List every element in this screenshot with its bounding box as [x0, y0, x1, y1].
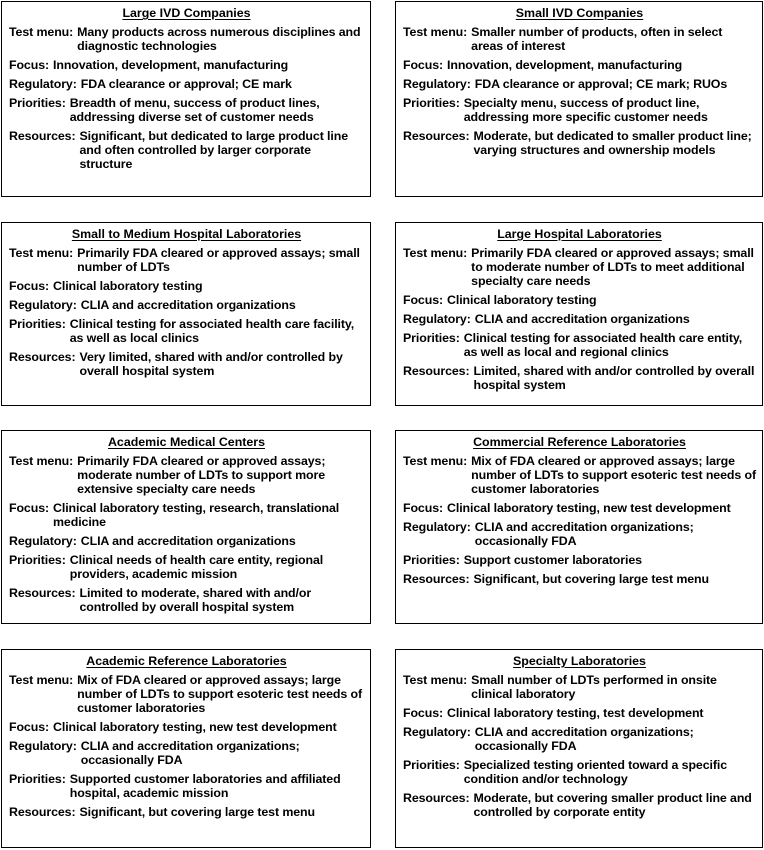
row-focus: Focus: Clinical laboratory testing: [403, 293, 597, 307]
box-title: Large Hospital Laboratories: [497, 227, 662, 241]
box-title: Commercial Reference Laboratories: [473, 435, 686, 449]
row-test-menu: Test menu: Smaller number of products, often in select areas of interest: [403, 25, 723, 53]
row-regulatory: Regulatory: CLIA and accreditation organizations: [9, 534, 296, 548]
row-test-menu: Test menu: Primarily FDA cleared or approved assays; moderate number of LDTs to support more extensive specialty care needs: [9, 454, 326, 496]
box-commercial-reference-labs: [395, 430, 763, 624]
row-resources: Resources: Significant, but covering large test menu: [9, 805, 315, 819]
box-title: Academic Reference Laboratories: [86, 654, 287, 668]
row-priorities: Priorities: Clinical testing for associated health care facility, as well as local clinics: [9, 317, 355, 345]
box-large-ivd-companies: [1, 1, 371, 197]
row-focus: Focus: Clinical laboratory testing, new test development: [9, 720, 337, 734]
row-test-menu: Test menu: Mix of FDA cleared or approved assays; large number of LDTs to support esoteric test needs of customer laboratories: [403, 454, 756, 496]
row-regulatory: Regulatory: CLIA and accreditation organizations; occasionally FDA: [9, 739, 300, 767]
box-title: Specialty Laboratories: [513, 654, 646, 668]
row-focus: Focus: Clinical laboratory testing: [9, 279, 203, 293]
row-focus: Focus: Clinical laboratory testing, research, translational medicine: [9, 501, 340, 529]
row-test-menu: Test menu: Many products across numerous disciplines and diagnostic technologies: [9, 25, 361, 53]
row-priorities: Priorities: Supported customer laboratories and affiliated hospital, academic mission: [9, 772, 341, 800]
row-resources: Resources: Significant, but covering large test menu: [403, 572, 709, 586]
row-test-menu: Test menu: Primarily FDA cleared or approved assays; small number of LDTs: [9, 246, 360, 274]
row-test-menu: Test menu: Small number of LDTs performed in onsite clinical laboratory: [403, 673, 717, 701]
box-title: Academic Medical Centers: [107, 435, 265, 449]
row-test-menu: Test menu: Primarily FDA cleared or approved assays; small to moderate number of LDTs to meet additional specialty care needs: [403, 246, 754, 288]
row-regulatory: Regulatory: CLIA and accreditation organizations: [403, 312, 690, 326]
row-focus: Focus: Innovation, development, manufacturing: [9, 58, 289, 72]
row-priorities: Priorities: Breadth of menu, success of product lines, addressing diverse set of customer needs: [9, 96, 320, 124]
box-academic-reference-labs: [1, 649, 371, 848]
box-large-hospital-labs: [395, 222, 763, 406]
row-resources: Resources: Moderate, but covering smaller product line and controlled by corporate entity: [403, 791, 752, 819]
row-regulatory: Regulatory: FDA clearance or approval; CE mark; RUOs: [403, 77, 728, 91]
box-title: Small to Medium Hospital Laboratories: [71, 227, 302, 241]
box-small-ivd-companies: [395, 1, 763, 197]
row-resources: Resources: Significant, but dedicated to large product line and often controlled by larger corporate structure: [9, 129, 349, 171]
row-priorities: Priorities: Support customer laboratories: [403, 553, 642, 567]
row-priorities: Priorities: Specialty menu, success of product line, addressing more specific customer needs: [403, 96, 708, 124]
row-resources: Resources: Limited to moderate, shared with and/or controlled by overall hospital system: [9, 586, 312, 614]
row-focus: Focus: Clinical laboratory testing, new test development: [403, 501, 731, 515]
box-title: Small IVD Companies: [515, 6, 644, 20]
row-regulatory: Regulatory: CLIA and accreditation organizations: [9, 298, 296, 312]
row-priorities: Priorities: Clinical needs of health care entity, regional providers, academic mission: [9, 553, 324, 581]
row-resources: Resources: Limited, shared with and/or controlled by overall hospital system: [403, 364, 755, 392]
row-priorities: Priorities: Clinical testing for associated health care entity, as well as local and regional clinics: [403, 331, 743, 359]
row-regulatory: Regulatory: FDA clearance or approval; CE mark: [9, 77, 292, 91]
box-specialty-labs: [395, 649, 763, 848]
box-title: Large IVD Companies: [122, 6, 251, 20]
box-academic-medical-centers: [1, 430, 371, 624]
row-resources: Resources: Very limited, shared with and/or controlled by overall hospital system: [9, 350, 343, 378]
row-test-menu: Test menu: Mix of FDA cleared or approved assays; large number of LDTs to support esoteric test needs of customer laboratories: [9, 673, 362, 715]
row-regulatory: Regulatory: CLIA and accreditation organizations; occasionally FDA: [403, 520, 694, 548]
row-priorities: Priorities: Specialized testing oriented toward a specific condition and/or technology: [403, 758, 727, 786]
box-small-medium-hospital-labs: [1, 222, 371, 406]
row-focus: Focus: Clinical laboratory testing, test development: [403, 706, 704, 720]
row-focus: Focus: Innovation, development, manufacturing: [403, 58, 683, 72]
row-resources: Resources: Moderate, but dedicated to smaller product line; varying structures and ownership models: [403, 129, 752, 157]
row-regulatory: Regulatory: CLIA and accreditation organizations; occasionally FDA: [403, 725, 694, 753]
